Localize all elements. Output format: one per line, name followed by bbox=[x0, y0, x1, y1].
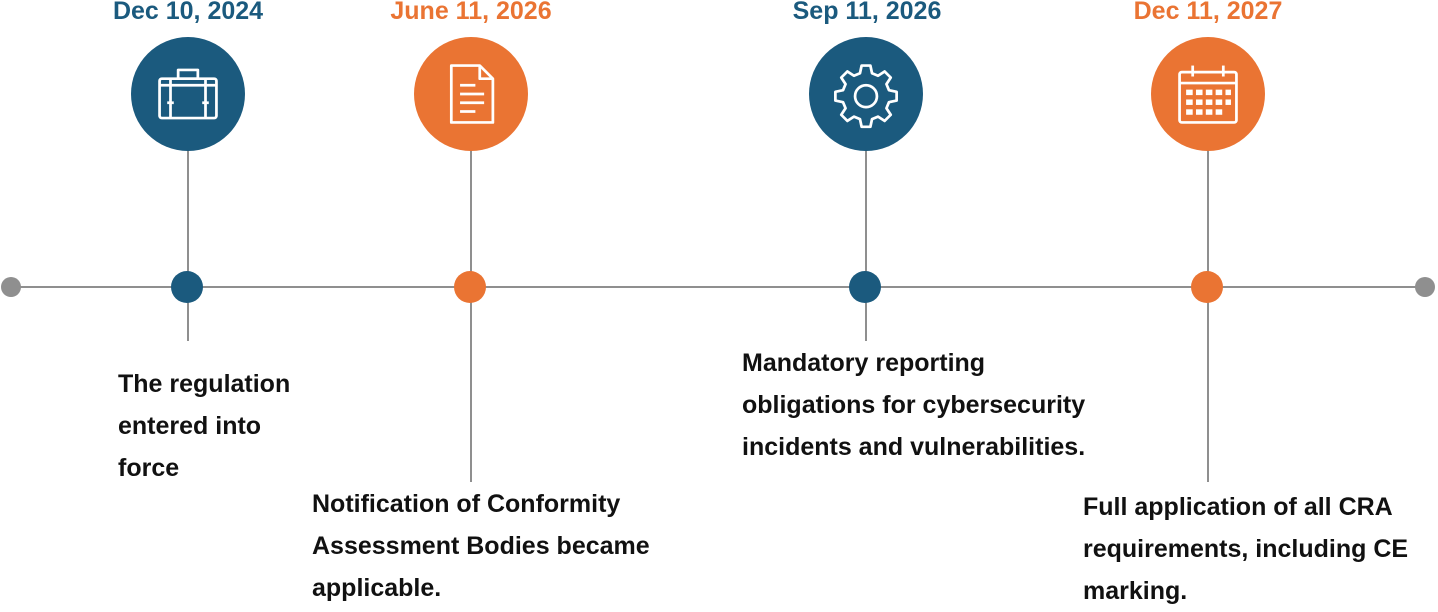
milestone-dot bbox=[1191, 271, 1223, 303]
milestone-icon-circle bbox=[1151, 37, 1265, 151]
gear-icon bbox=[831, 59, 901, 129]
milestone-dot bbox=[171, 271, 203, 303]
milestone-date: June 11, 2026 bbox=[390, 0, 552, 25]
milestone-connector bbox=[470, 150, 472, 482]
milestone-connector bbox=[865, 150, 867, 341]
milestone-description: Notification of Conformity Assessment Bodies became applicable. bbox=[312, 490, 650, 602]
milestone-date: Dec 10, 2024 bbox=[112, 0, 264, 25]
milestone-icon-circle bbox=[131, 37, 245, 151]
timeline-end-dot bbox=[1415, 277, 1435, 297]
timeline-start-dot bbox=[1, 277, 21, 297]
milestone-icon-circle bbox=[809, 37, 923, 151]
milestone-date: Dec 11, 2027 bbox=[1133, 0, 1283, 25]
milestone-connector bbox=[187, 150, 189, 341]
briefcase-icon bbox=[153, 59, 223, 129]
milestone-description: The regulation entered into force bbox=[118, 370, 291, 482]
milestone-icon-circle bbox=[414, 37, 528, 151]
calendar-icon bbox=[1173, 59, 1243, 129]
milestone-date: Sep 11, 2026 bbox=[792, 0, 942, 25]
milestone-description: Full application of all CRA requirements, including CE marking. bbox=[1083, 493, 1409, 605]
milestone-connector bbox=[1207, 150, 1209, 482]
milestone-dot bbox=[454, 271, 486, 303]
document-icon bbox=[436, 59, 506, 129]
milestone-dot bbox=[849, 271, 881, 303]
milestone-description: Mandatory reporting obligations for cybersecurity incidents and vulnerabilities. bbox=[742, 349, 1086, 461]
